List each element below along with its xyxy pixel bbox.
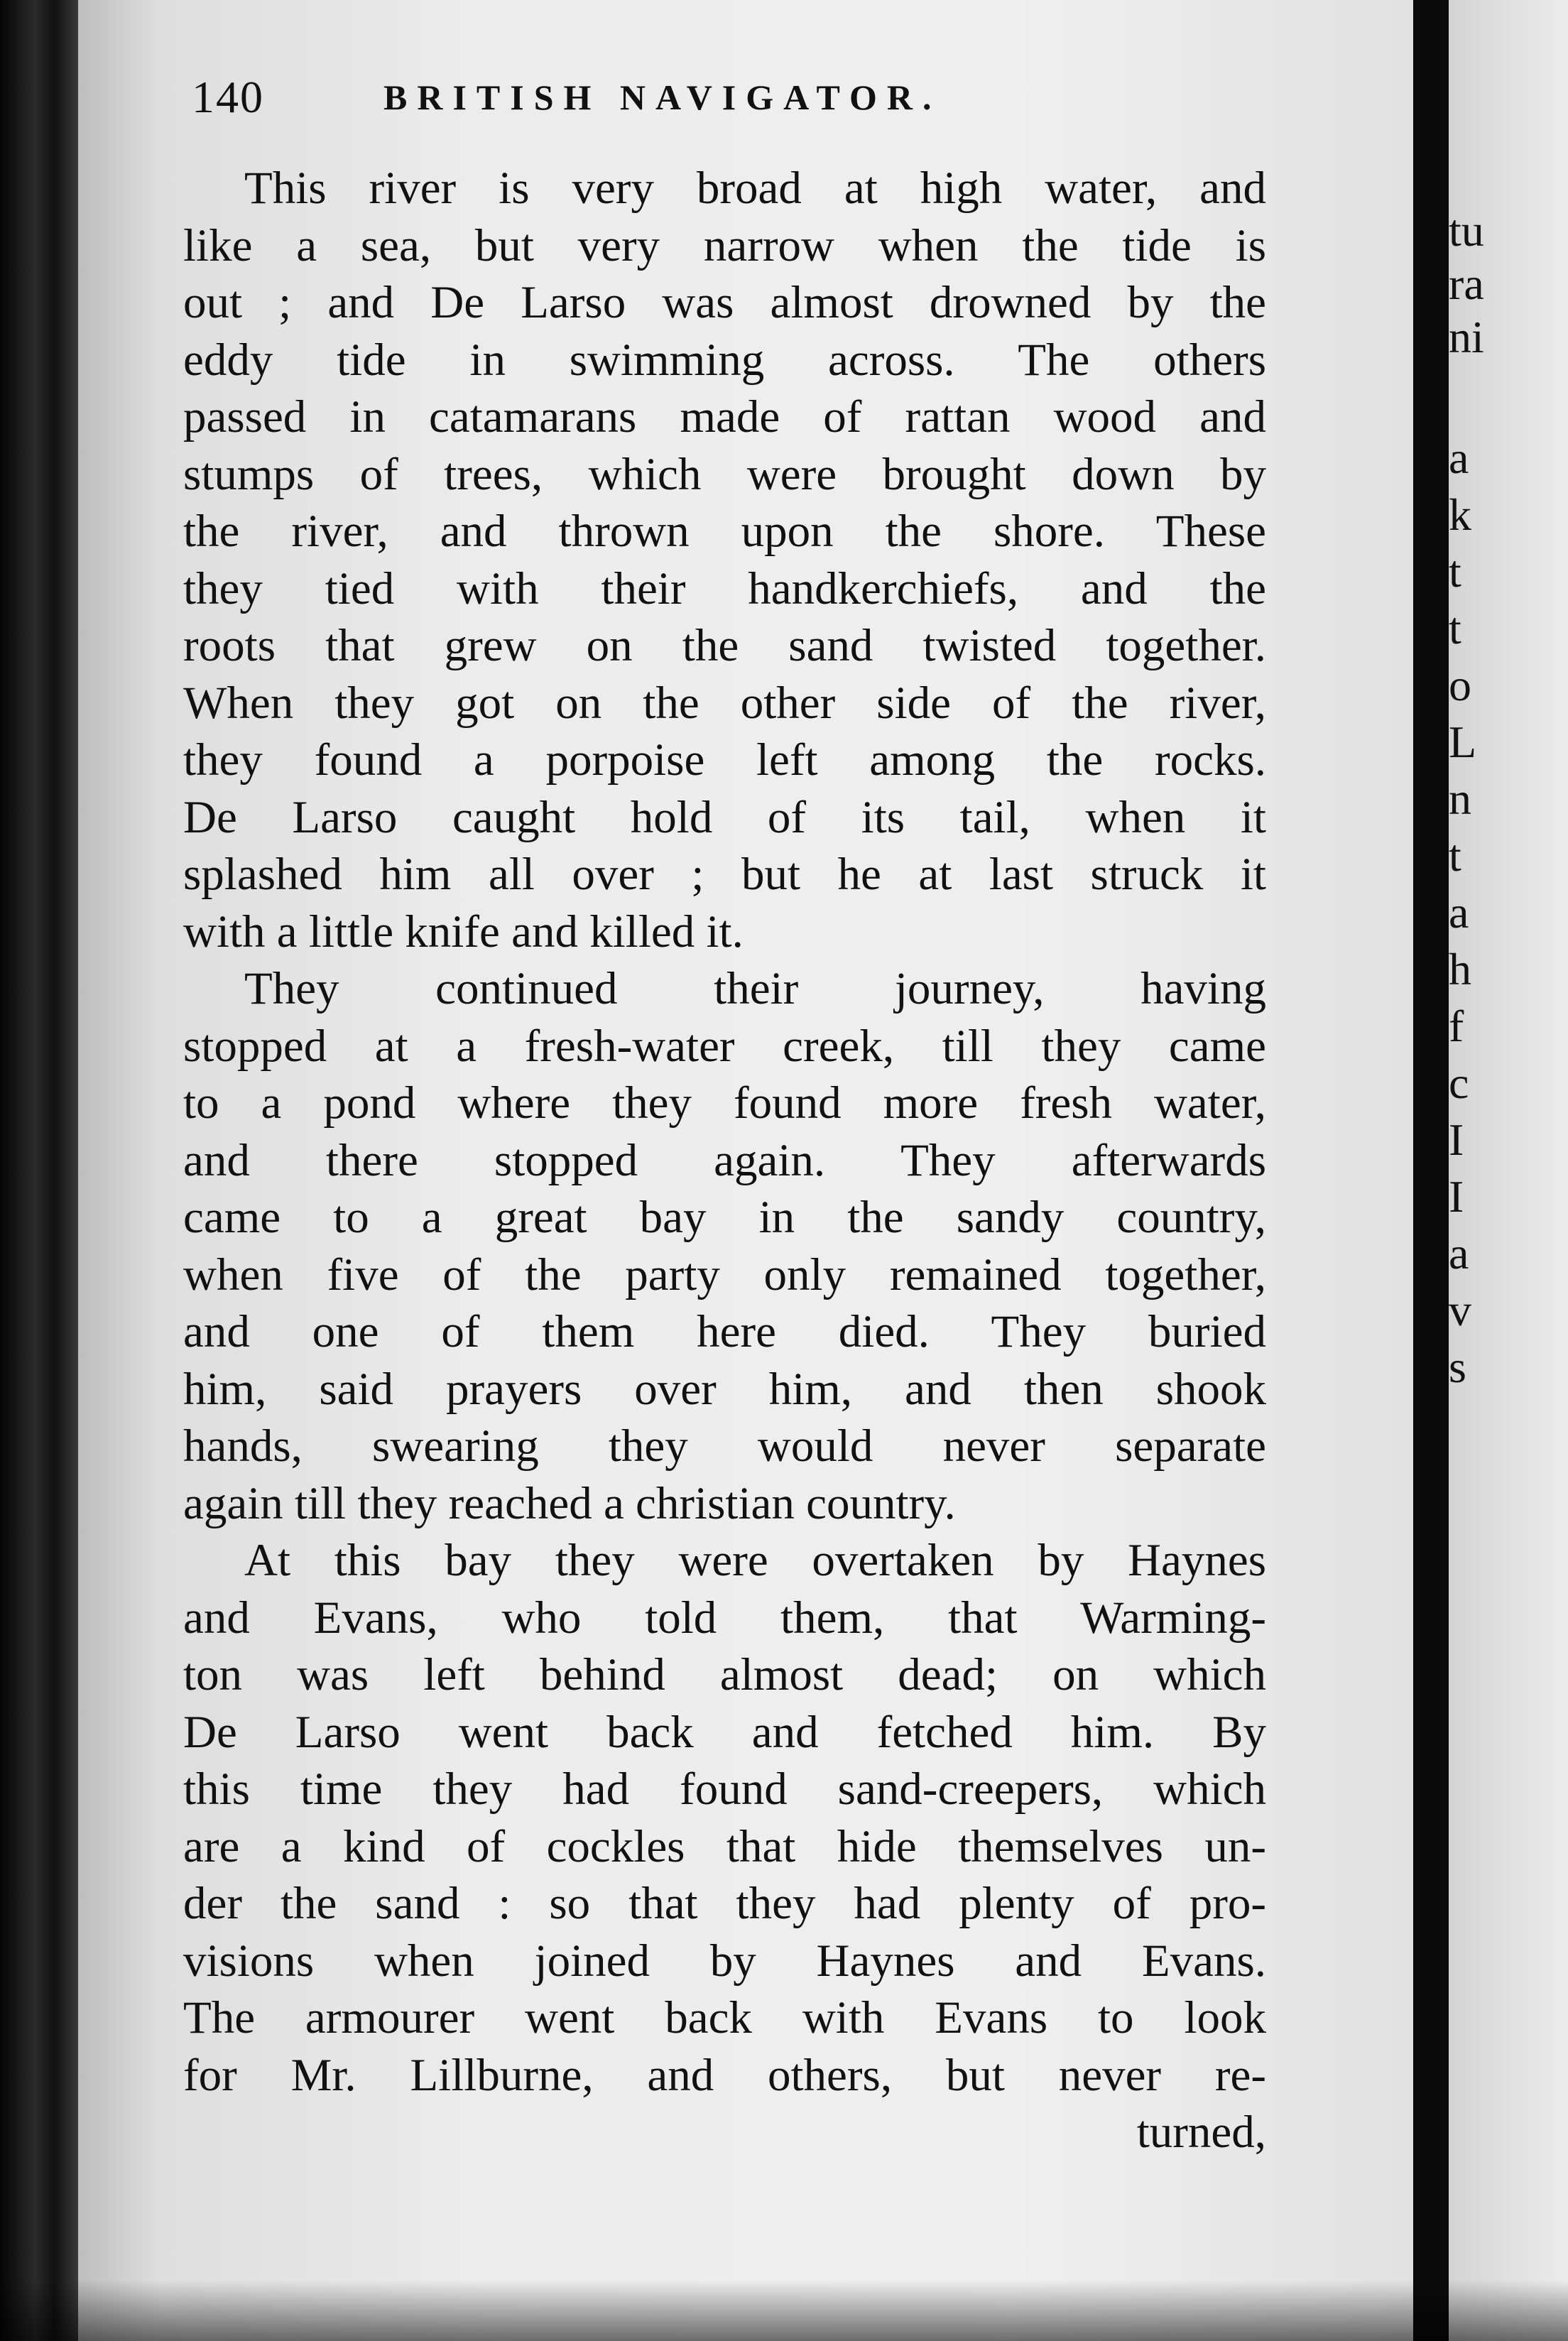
facing-page-fragment: L <box>1449 717 1477 767</box>
facing-page-fragment: f <box>1449 1001 1464 1051</box>
facing-page-fragment: ni <box>1449 312 1484 362</box>
facing-page-fragment: a <box>1449 887 1469 938</box>
text-line: they found a porpoise left among the rocks. <box>183 734 1266 786</box>
text-line: passed in catamarans made of rattan wood and <box>183 391 1266 442</box>
text-line: splashed him all over ; but he at last struck it <box>183 849 1266 900</box>
text-line: him, said prayers over him, and then shook <box>183 1363 1266 1415</box>
facing-page-fragment: ra <box>1449 259 1484 309</box>
facing-page-fragment: a <box>1449 433 1469 483</box>
text-line: They continued their journey, having <box>244 963 1266 1014</box>
facing-page-fragment: o <box>1449 660 1471 710</box>
facing-page-fragment: a <box>1449 1228 1469 1278</box>
facing-page-fragment: k <box>1449 489 1471 540</box>
text-line: again till they reached a christian country. <box>183 1477 956 1529</box>
facing-page-fragment: t <box>1449 546 1461 597</box>
facing-page-fragment: tu <box>1449 205 1484 256</box>
facing-page-fragment: I <box>1449 1114 1464 1165</box>
facing-page-fragment: v <box>1449 1285 1471 1335</box>
text-line: for Mr. Lillburne, and others, but never re- <box>183 2049 1266 2101</box>
facing-page-fragment: I <box>1449 1171 1464 1222</box>
text-line: like a sea, but very narrow when the tide is <box>183 219 1266 271</box>
running-head: BRITISH NAVIGATOR. <box>383 77 942 117</box>
book-gutter <box>1413 0 1449 2341</box>
facing-page-fragment: c <box>1449 1058 1469 1108</box>
text-line: are a kind of cockles that hide themselves un- <box>183 1820 1266 1872</box>
facing-page-fragment: n <box>1449 773 1471 824</box>
page-header <box>192 71 1257 128</box>
text-line: At this bay they were overtaken by Haynes <box>244 1535 1266 1586</box>
text-line: der the sand : so that they had plenty of pro- <box>183 1878 1266 1929</box>
facing-page <box>1449 0 1568 2341</box>
text-line: they tied with their handkerchiefs, and the <box>183 563 1266 614</box>
text-line: the river, and thrown upon the shore. These <box>183 506 1266 557</box>
scan-bottom-shadow <box>0 2280 1568 2341</box>
book-edge-left <box>0 0 78 2341</box>
text-line: came to a great bay in the sandy country, <box>183 1192 1266 1243</box>
text-line: hands, swearing they would never separate <box>183 1421 1266 1472</box>
text-line: eddy tide in swimming across. The others <box>183 334 1266 386</box>
facing-page-fragment: h <box>1449 944 1471 994</box>
facing-page-fragment: s <box>1449 1342 1466 1392</box>
text-line: De Larso caught hold of its tail, when it <box>183 791 1266 843</box>
text-line: this time they had found sand-creepers, which <box>183 1764 1266 1815</box>
text-line: visions when joined by Haynes and Evans. <box>183 1935 1266 1987</box>
text-line: roots that grew on the sand twisted together. <box>183 620 1266 671</box>
text-line: De Larso went back and fetched him. By <box>183 1706 1266 1758</box>
catchword: turned, <box>1136 2107 1266 2158</box>
text-line: when five of the party only remained together, <box>183 1249 1266 1300</box>
text-line: with a little knife and killed it. <box>183 906 744 957</box>
text-line: stopped at a fresh-water creek, till they came <box>183 1020 1266 1072</box>
facing-page-fragment: t <box>1449 603 1461 653</box>
page-number: 140 <box>192 72 264 122</box>
text-line: When they got on the other side of the river, <box>183 677 1266 729</box>
text-line: and Evans, who told them, that Warming- <box>183 1592 1266 1644</box>
text-line: This river is very broad at high water, and <box>244 163 1266 214</box>
text-line: The armourer went back with Evans to look <box>183 1992 1266 2043</box>
text-line: stumps of trees, which were brought down by <box>183 448 1266 500</box>
text-line: to a pond where they found more fresh water, <box>183 1077 1266 1129</box>
text-line: out ; and De Larso was almost drowned by the <box>183 277 1266 328</box>
text-line: and one of them here died. They buried <box>183 1306 1266 1357</box>
facing-page-fragment: t <box>1449 830 1461 881</box>
text-line: and there stopped again. They afterwards <box>183 1134 1266 1186</box>
body-text <box>183 160 1266 2161</box>
text-line: ton was left behind almost dead; on which <box>183 1649 1266 1700</box>
